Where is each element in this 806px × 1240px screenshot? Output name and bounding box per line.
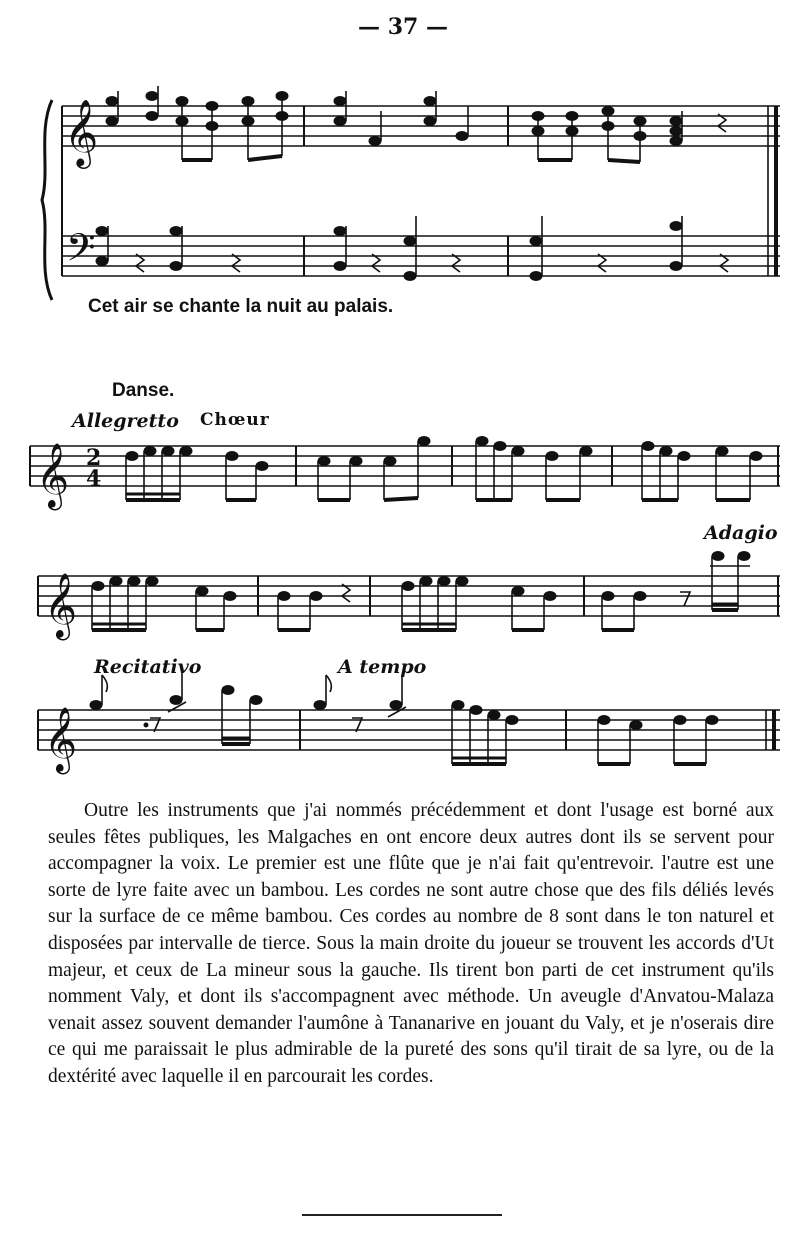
treble-clef-icon: 𝄞 bbox=[44, 573, 78, 638]
section-title: Danse. bbox=[112, 380, 175, 401]
bass-notes-top bbox=[96, 216, 728, 281]
tempo-marking-allegretto: Allegretto bbox=[72, 410, 179, 432]
tempo-marking-a-tempo: A tempo bbox=[338, 656, 427, 678]
score-caption: Cet air se chante la nuit au palais. bbox=[88, 296, 394, 317]
treble-clef-icon: 𝄞 bbox=[36, 443, 70, 508]
dance-staff-2-notes bbox=[92, 552, 750, 631]
treble-clef-icon: 𝄞 bbox=[44, 707, 78, 772]
treble-notes-top bbox=[106, 86, 726, 162]
time-signature-top: 2 bbox=[86, 445, 102, 471]
system-brace bbox=[42, 100, 52, 300]
tempo-marking-recitativo: Recitativo bbox=[94, 656, 202, 678]
page-number: — 37 — bbox=[358, 14, 448, 40]
voice-label: Chœur bbox=[200, 410, 270, 430]
section-divider bbox=[302, 1214, 502, 1216]
bass-clef-icon: 𝄢 bbox=[66, 225, 96, 279]
body-paragraph: Outre les instruments que j'ai nommés précédemment et dont l'usage est borné aux seules fêtes publiques, les Malgaches en ont encore deux autres dont ils se servent pour accompagner la voix. Le premier est une flûte que je n'ai fait qu'entrevoir. l'autre est une sorte de lyre faite avec un bambou. Les cordes ne sont autre chose que des fils déliés levés sur la surface de ce même bambou. Ces cordes au nombre de 8 sont dans le ton naturel et disposées par intervalle de tierce. Sous la main droite du joueur se trouvent les accords d'Ut majeur, et ceux de La mineur sous la gauche. Ils tirent bon parti de cet instrument qu'ils nomment Valy, et dont ils s'accompagnent avec méthode. Un aveugle d'Anvatou-Malaza venait assez souvent demander l'aumône à Tananarive en jouant du Valy, et je n'oserais dire ce qui me paraissait le plus admirable de la pureté des sons qu'il tirait de sa lyre, ou de la dextérité avec laquelle il en parcourait les cordes. bbox=[48, 800, 774, 1087]
tempo-marking-adagio: Adagio bbox=[704, 522, 778, 544]
dance-staff-3 bbox=[38, 710, 780, 750]
time-signature-bottom: 4 bbox=[86, 466, 102, 492]
treble-clef-icon: 𝄞 bbox=[64, 98, 99, 166]
barlines-top-system bbox=[62, 106, 776, 276]
